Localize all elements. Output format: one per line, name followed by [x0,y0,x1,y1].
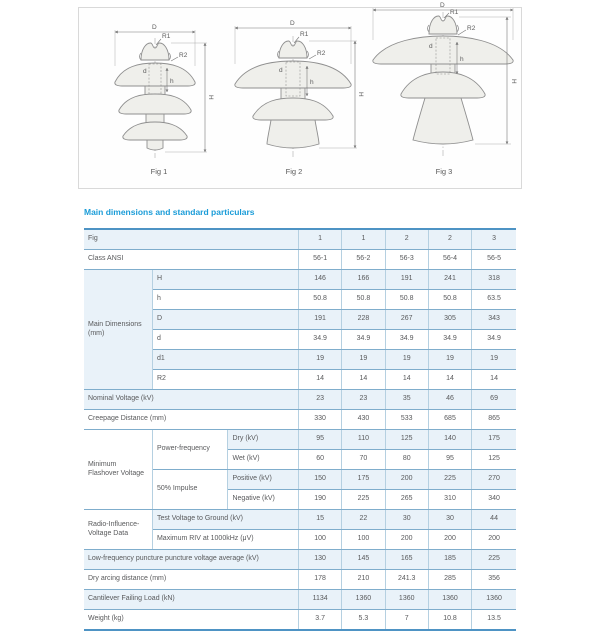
figure-3 [365,0,523,176]
cell: 267 [385,310,428,330]
row-group-label: Main Dimensions (mm) [84,270,152,390]
cell: 1 [342,229,385,250]
dim-label-R2: R2 [467,25,476,32]
cell: 865 [472,410,516,430]
cell: 210 [342,570,385,590]
cell: 140 [428,430,471,450]
specifications-table [84,228,516,631]
cell: 30 [385,510,428,530]
cell: 19 [385,350,428,370]
cell: 125 [385,430,428,450]
cell: 23 [342,390,385,410]
row-label: Positive (kV) [228,470,298,490]
cell: 318 [472,270,516,290]
cell: 265 [385,490,428,510]
table-row [84,430,516,450]
cell: 22 [342,510,385,530]
cell: 56-1 [298,250,341,270]
cell: 56-2 [342,250,385,270]
dim-label-R1: R1 [450,9,459,16]
table-row [84,410,516,430]
cell: 3 [472,229,516,250]
cell: 165 [385,550,428,570]
cell: 3.7 [298,610,341,631]
cell: 110 [342,430,385,450]
cell: 356 [472,570,516,590]
figure-caption: Fig 3 [435,167,453,176]
cell: 330 [298,410,341,430]
cell: 185 [428,550,471,570]
cell: 241 [428,270,471,290]
row-group-label: Minimum Flashover Voltage [84,430,152,510]
cell: 50.8 [298,290,341,310]
cell: 2 [385,229,428,250]
cell: 191 [385,270,428,290]
cell: 166 [342,270,385,290]
cell: 343 [472,310,516,330]
cell: 15 [298,510,341,530]
dim-label-d: d [143,68,147,75]
cell: 1 [298,229,341,250]
dim-label-D: D [152,24,157,31]
cell: 14 [385,370,428,390]
row-label: R2 [152,370,298,390]
row-label: Wet (kV) [228,450,298,470]
cell: 19 [298,350,341,370]
cell: 5.3 [342,610,385,631]
cell: 1360 [342,590,385,610]
cell: 14 [472,370,516,390]
dim-label-D: D [290,20,295,27]
cell: 14 [298,370,341,390]
dim-label-H: H [357,92,364,97]
cell: 145 [342,550,385,570]
table-row [84,550,516,570]
cell: 56-4 [428,250,471,270]
cell: 146 [298,270,341,290]
row-label: Cantilever Failing Load (kN) [84,590,298,610]
cell: 190 [298,490,341,510]
row-label: Class ANSI [84,250,298,270]
cell: 125 [472,450,516,470]
row-subgroup-label: Power-frequency [152,430,228,470]
cell: 100 [298,530,341,550]
dim-label-h: h [170,78,174,85]
row-label: Weight (kg) [84,610,298,631]
cell: 130 [298,550,341,570]
cell: 46 [428,390,471,410]
dim-label-R2: R2 [317,50,326,57]
row-label: Nominal Voltage (kV) [84,390,298,410]
figure-panel [78,2,522,189]
cell: 35 [385,390,428,410]
dim-label-R1: R1 [162,33,171,40]
row-label: Negative (kV) [228,490,298,510]
cell: 200 [385,530,428,550]
table-row [84,270,516,290]
row-label: Dry arcing distance (mm) [84,570,298,590]
insulator-drawing-1 [95,16,223,164]
figure-2 [223,12,365,176]
cell: 50.8 [342,290,385,310]
cell: 34.9 [428,330,471,350]
dim-label-d: d [429,43,433,50]
cell: 56-5 [472,250,516,270]
figure-1 [95,16,223,176]
cell: 225 [342,490,385,510]
row-label: H [152,270,298,290]
table-row [84,390,516,410]
cell: 1360 [472,590,516,610]
cell: 50.8 [385,290,428,310]
table-row [84,229,516,250]
row-subgroup-label: 50% Impulse [152,470,228,510]
cell: 34.9 [472,330,516,350]
dim-label-H: H [510,79,517,84]
cell: 685 [428,410,471,430]
row-label: Test Voltage to Ground (kV) [152,510,298,530]
row-label: Dry (kV) [228,430,298,450]
cell: 14 [342,370,385,390]
cell: 2 [428,229,471,250]
cell: 340 [472,490,516,510]
cell: 60 [298,450,341,470]
cell: 225 [428,470,471,490]
figure-caption: Fig 1 [150,167,168,176]
cell: 70 [342,450,385,470]
cell: 19 [428,350,471,370]
cell: 63.5 [472,290,516,310]
cell: 69 [472,390,516,410]
cell: 19 [472,350,516,370]
row-label: d [152,330,298,350]
cell: 310 [428,490,471,510]
cell: 191 [298,310,341,330]
cell: 241.3 [385,570,428,590]
figure-caption: Fig 2 [285,167,303,176]
table-row [84,570,516,590]
cell: 175 [342,470,385,490]
dim-label-R1: R1 [300,31,309,38]
section-title: Main dimensions and standard particulars [84,207,255,217]
cell: 1360 [428,590,471,610]
cell: 100 [342,530,385,550]
cell: 225 [472,550,516,570]
dim-label-h: h [460,56,464,63]
table-row [84,610,516,631]
cell: 178 [298,570,341,590]
cell: 14 [428,370,471,390]
dim-label-H: H [207,95,214,100]
dim-label-d: d [279,67,283,74]
row-group-label: Radio-Influence-Voltage Data [84,510,152,550]
insulator-drawing-3 [365,0,523,164]
cell: 23 [298,390,341,410]
row-label: Maximum RIV at 1000kHz (μV) [152,530,298,550]
row-label: Creepage Distance (mm) [84,410,298,430]
cell: 7 [385,610,428,631]
cell: 305 [428,310,471,330]
cell: 150 [298,470,341,490]
cell: 95 [428,450,471,470]
insulator-drawing-2 [223,12,365,164]
cell: 175 [472,430,516,450]
row-label: Low-frequency puncture puncture voltage average (kV) [84,550,298,570]
dim-label-R2: R2 [179,52,188,59]
cell: 270 [472,470,516,490]
cell: 19 [342,350,385,370]
table-row [84,250,516,270]
cell: 34.9 [342,330,385,350]
cell: 95 [298,430,341,450]
cell: 533 [385,410,428,430]
cell: 10.8 [428,610,471,631]
cell: 1360 [385,590,428,610]
cell: 44 [472,510,516,530]
table-row [84,510,516,530]
row-label: d1 [152,350,298,370]
cell: 1134 [298,590,341,610]
row-label: D [152,310,298,330]
cell: 56-3 [385,250,428,270]
dim-label-D: D [440,2,445,9]
cell: 50.8 [428,290,471,310]
cell: 34.9 [385,330,428,350]
cell: 13.5 [472,610,516,631]
row-label: h [152,290,298,310]
row-label: Fig [84,229,298,250]
cell: 285 [428,570,471,590]
cell: 200 [385,470,428,490]
dim-label-h: h [310,79,314,86]
cell: 200 [472,530,516,550]
cell: 228 [342,310,385,330]
cell: 430 [342,410,385,430]
cell: 80 [385,450,428,470]
cell: 30 [428,510,471,530]
cell: 34.9 [298,330,341,350]
cell: 200 [428,530,471,550]
